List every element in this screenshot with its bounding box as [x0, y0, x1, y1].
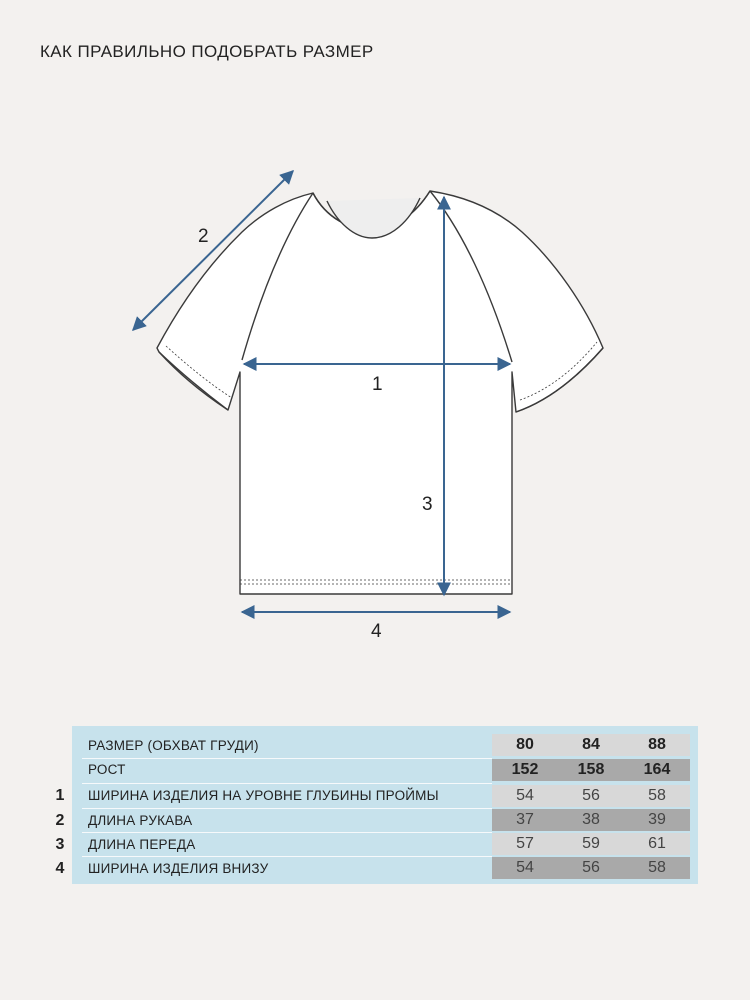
table-cell: 58: [624, 785, 690, 807]
row-label: ДЛИНА РУКАВА: [88, 813, 193, 828]
page-title: КАК ПРАВИЛЬНО ПОДОБРАТЬ РАЗМЕР: [40, 42, 374, 61]
table-cell: 54: [492, 785, 558, 807]
table-cell: 61: [624, 833, 690, 855]
dimension-label-4: 4: [371, 621, 382, 642]
row-label: ДЛИНА ПЕРЕДА: [88, 837, 196, 852]
table-cell: 57: [492, 833, 558, 855]
row-label: РОСТ: [88, 762, 126, 777]
row-label: ШИРИНА ИЗДЕЛИЯ НА УРОВНЕ ГЛУБИНЫ ПРОЙМЫ: [88, 788, 439, 803]
table-cell: 59: [558, 833, 624, 855]
table-cell: 39: [624, 809, 690, 831]
table-cell: 80: [492, 734, 558, 756]
row-divider: [82, 783, 492, 784]
table-cell: 56: [558, 857, 624, 879]
dimension-label-3: 3: [422, 494, 433, 515]
table-cell: 164: [624, 759, 690, 781]
row-number: 1: [55, 787, 65, 804]
row-divider: [82, 808, 492, 809]
row-number: 4: [55, 860, 65, 877]
row-divider: [82, 856, 492, 857]
dimension-label-2: 2: [198, 226, 209, 247]
row-divider: [82, 832, 492, 833]
dimension-label-1: 1: [372, 374, 383, 395]
row-label: ШИРИНА ИЗДЕЛИЯ ВНИЗУ: [88, 861, 269, 876]
table-cell: 84: [558, 734, 624, 756]
table-cell: 38: [558, 809, 624, 831]
table-cell: 58: [624, 857, 690, 879]
table-cell: 152: [492, 759, 558, 781]
table-cell: 56: [558, 785, 624, 807]
row-number: 2: [55, 812, 65, 829]
row-number: 3: [55, 836, 65, 853]
table-cell: 37: [492, 809, 558, 831]
row-divider: [82, 758, 492, 759]
table-cell: 158: [558, 759, 624, 781]
row-label: РАЗМЕР (ОБХВАТ ГРУДИ): [88, 738, 259, 753]
table-cell: 54: [492, 857, 558, 879]
table-cell: 88: [624, 734, 690, 756]
